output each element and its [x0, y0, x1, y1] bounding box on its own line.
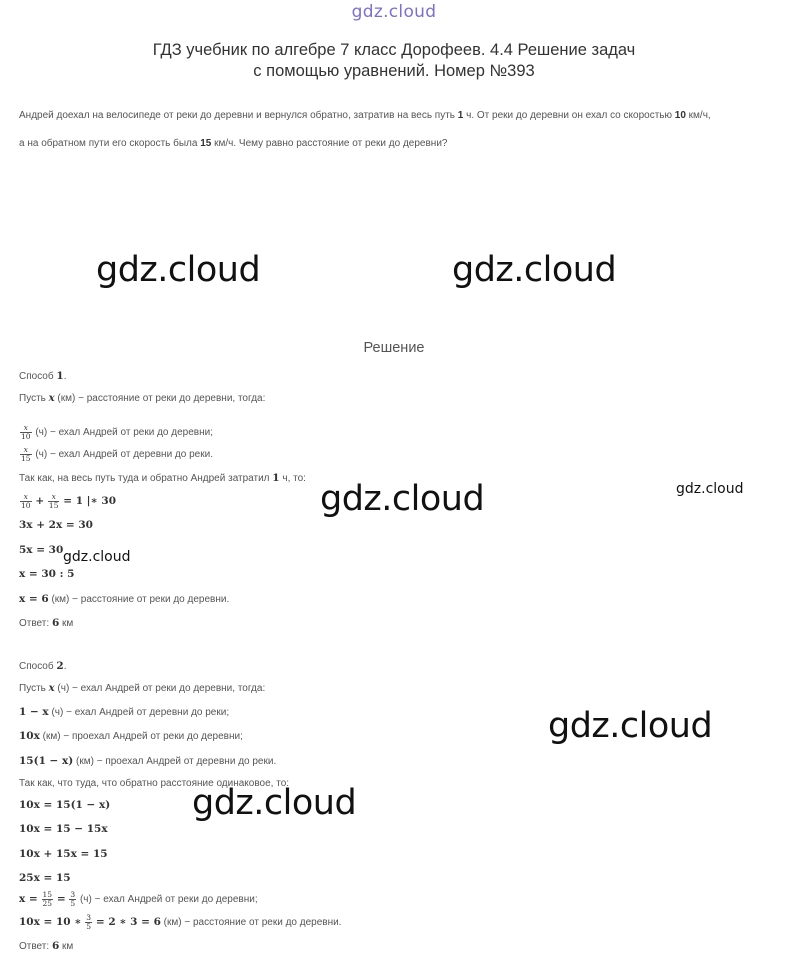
method-2-equation-4	[19, 872, 71, 884]
math-text: 15(1 − x)	[19, 755, 74, 767]
method-2-label	[19, 660, 66, 672]
task-text-part: а на обратном пути его скорость была	[19, 138, 201, 149]
fraction	[85, 914, 92, 931]
text-part: (ч) − ехал Андрей от деревни до реки;	[48, 707, 230, 718]
watermark: gdz.cloud	[192, 783, 357, 823]
math-text: 6	[51, 940, 60, 952]
math-text: 10x = 15 − 15x	[19, 823, 108, 835]
text-part: ч, то:	[279, 473, 306, 484]
method-1-answer	[19, 617, 73, 629]
watermark: gdz.cloud	[548, 706, 713, 746]
text-part: Пусть	[19, 683, 49, 694]
math-text: x = 30 : 5	[19, 568, 75, 580]
method-1-equation-3	[19, 544, 63, 556]
fraction-numerator: x	[20, 424, 32, 433]
method-2-line-2	[19, 730, 243, 742]
method-1-let	[19, 393, 265, 404]
method-1-equation-2	[19, 519, 93, 531]
fraction-denominator: 25	[42, 899, 53, 908]
text-part: .	[63, 371, 67, 382]
math-text: x =	[19, 893, 38, 906]
math-text: x = 6	[19, 593, 49, 605]
page-title	[0, 40, 788, 82]
page-title-line-2: с помощью уравнений. Номер №393	[253, 62, 535, 80]
math-text: 1	[56, 370, 64, 382]
fraction-numerator: 3	[70, 890, 76, 899]
text-part: Пусть	[19, 393, 49, 404]
task-value-speed-2: 15	[200, 138, 212, 149]
text-part: Способ	[19, 661, 57, 672]
task-text-part: Андрей доехал на велосипеде от реки до деревни и вернулся обратно, затратив на весь путь	[19, 110, 458, 121]
text-part: (км) − проехал Андрей от деревни до реки.	[73, 756, 277, 767]
math-text: = 1 |∗ 30	[63, 495, 117, 508]
fraction-numerator: 3	[86, 913, 92, 922]
method-2-equation-5	[19, 891, 258, 908]
math-text: 2	[56, 660, 64, 672]
method-2-answer	[19, 940, 73, 952]
text-part: (км) − проехал Андрей от реки до деревни;	[39, 731, 243, 742]
site-logo[interactable]: gdz.cloud	[351, 2, 437, 22]
fraction	[20, 446, 32, 463]
method-2-line-4	[19, 778, 289, 789]
math-text: 10x + 15x = 15	[19, 848, 108, 860]
text-part: Так как, на весь путь туда и обратно Андрей затратил	[19, 473, 273, 484]
fraction	[42, 891, 54, 908]
task-line-1	[19, 102, 779, 130]
fraction	[69, 891, 76, 908]
text-part: Способ	[19, 371, 57, 382]
method-2-equation-2	[19, 823, 108, 835]
page-title-line-1: ГДЗ учебник по алгебре 7 класс Дорофеев. 4.4 Решение задач	[152, 41, 636, 59]
math-text: 1	[272, 472, 280, 484]
watermark: gdz.cloud	[96, 250, 261, 290]
math-text: =	[56, 893, 66, 906]
fraction	[20, 424, 32, 441]
math-text: 5x = 30	[19, 544, 64, 556]
fraction-numerator: x	[20, 446, 32, 455]
method-2-line-1	[19, 706, 229, 718]
text-part: (км) − расстояние от реки до деревни.	[48, 594, 230, 605]
method-2-let	[19, 683, 265, 694]
math-text: 6	[51, 617, 60, 629]
fraction-numerator: x	[48, 493, 60, 502]
text-part: (км) − расстояние от реки до деревни.	[160, 917, 342, 929]
math-text: 3x + 2x = 30	[19, 519, 93, 531]
math-text: 1 − x	[19, 706, 49, 718]
method-2-equation-6	[19, 914, 341, 931]
task-text-part: км/ч,	[685, 110, 711, 121]
text-part: км	[59, 941, 74, 952]
fraction-numerator: 15	[42, 890, 53, 899]
text-part: (км) − расстояние от реки до деревни, тогда:	[54, 393, 266, 404]
method-1-line-1	[19, 424, 213, 441]
math-text: 25x = 15	[19, 872, 71, 884]
solution-heading: Решение	[363, 340, 425, 356]
text-part: Так как, что туда, что обратно расстояние одинаковое, то:	[19, 778, 290, 789]
method-2-equation-1	[19, 799, 110, 811]
math-text: = 2 ∗ 3 = 6	[95, 916, 161, 929]
method-1-label	[19, 370, 66, 382]
text-part: Ответ:	[19, 941, 52, 952]
method-1-equation-1	[19, 493, 116, 510]
fraction-denominator: 10	[21, 432, 31, 441]
fraction-numerator: x	[20, 493, 32, 502]
watermark: gdz.cloud	[676, 481, 744, 497]
fraction-denominator: 5	[70, 899, 76, 908]
task-text	[19, 102, 779, 158]
watermark: gdz.cloud	[320, 479, 485, 519]
math-text: 10x = 15(1 − x)	[19, 799, 111, 811]
fraction	[20, 493, 32, 510]
math-text: +	[35, 495, 45, 508]
math-text: 10x	[19, 730, 40, 742]
task-line-2	[19, 130, 779, 158]
watermark: gdz.cloud	[452, 250, 617, 290]
task-value-speed-1: 10	[674, 110, 686, 121]
method-1-line-3	[19, 472, 306, 484]
method-1-line-2	[19, 446, 213, 463]
task-value-hours: 1	[457, 110, 464, 121]
fraction-denominator: 10	[21, 501, 31, 510]
math-var: x	[48, 683, 55, 694]
task-text-part: ч. От реки до деревни он ехал со скоростью	[463, 110, 675, 121]
method-2-line-3	[19, 755, 276, 767]
fraction	[48, 493, 60, 510]
math-var: x	[48, 393, 55, 404]
text-part: (ч) − ехал Андрей от реки до деревни;	[32, 427, 213, 439]
text-part: (ч) − ехал Андрей от реки до деревни;	[77, 894, 258, 906]
math-text: 10x = 10 ∗	[19, 916, 82, 929]
text-part: (ч) − ехал Андрей от деревни до реки.	[32, 449, 213, 461]
method-1-equation-4	[19, 568, 74, 580]
text-part: Ответ:	[19, 618, 52, 629]
text-part: .	[63, 661, 67, 672]
watermark: gdz.cloud	[63, 549, 131, 565]
text-part: (ч) − ехал Андрей от реки до деревни, тогда:	[54, 683, 266, 694]
task-text-part: км/ч. Чему равно расстояние от реки до деревни?	[211, 138, 448, 149]
text-part: км	[59, 618, 74, 629]
fraction-denominator: 15	[48, 501, 59, 510]
fraction-denominator: 5	[86, 922, 92, 931]
fraction-denominator: 15	[21, 454, 31, 463]
method-2-equation-3	[19, 848, 108, 860]
method-1-equation-5	[19, 593, 229, 605]
